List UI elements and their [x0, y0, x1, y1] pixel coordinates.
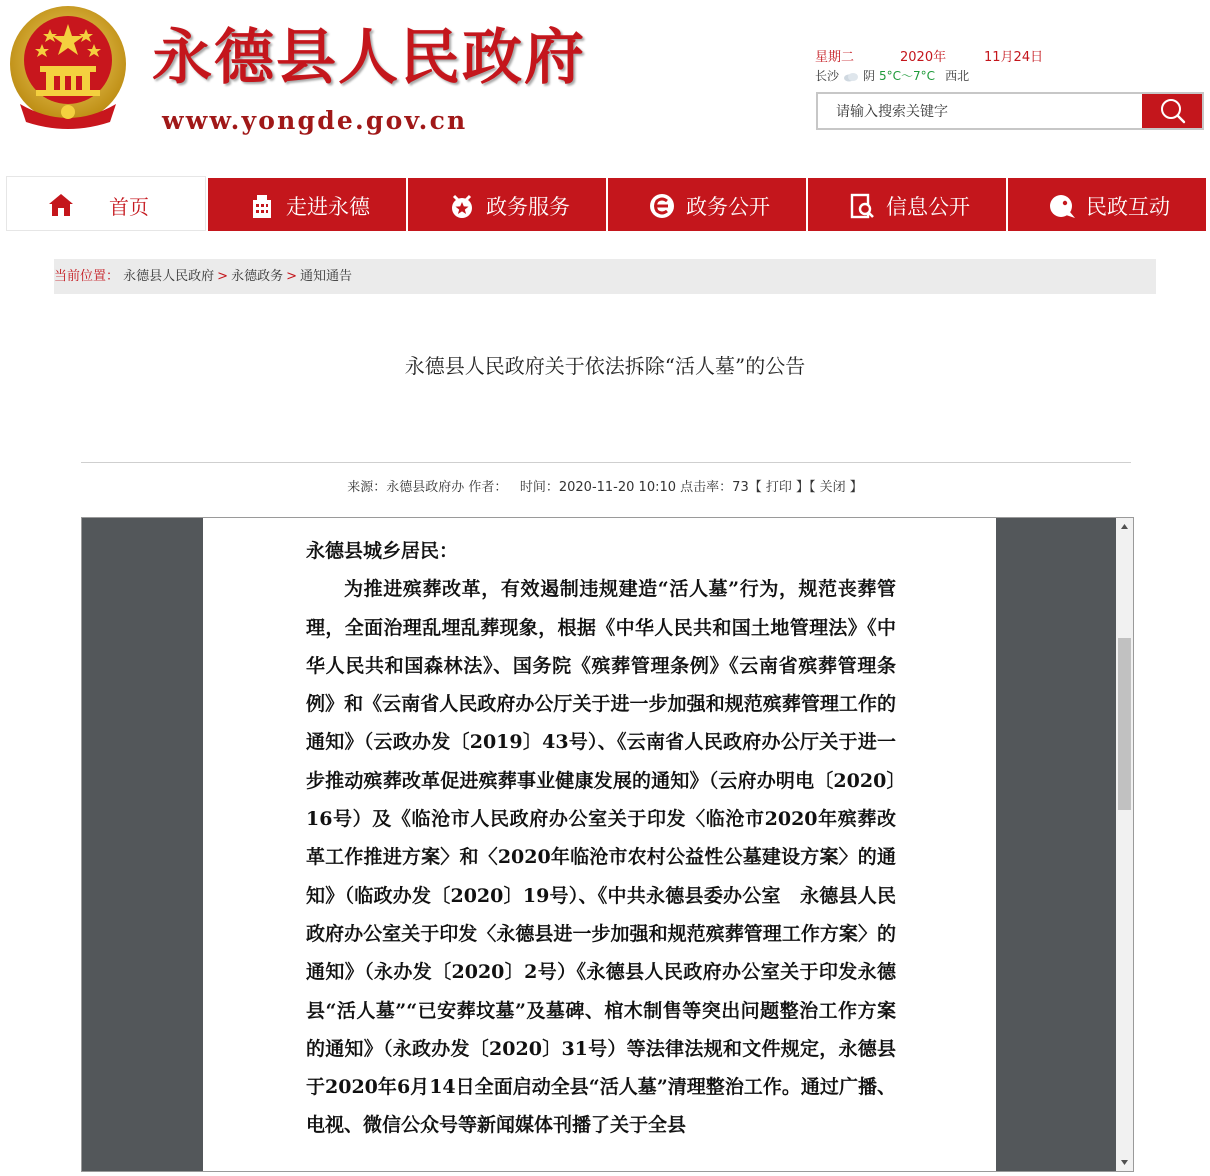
- weather-city: 长沙: [815, 69, 840, 83]
- weather-wind: 西北: [945, 69, 970, 83]
- site-url: www.yongde.gov.cn: [162, 106, 468, 135]
- breadcrumb-link-home[interactable]: 永德县人民政府: [123, 269, 215, 284]
- meta-time-label: 时间：: [519, 480, 559, 495]
- scroll-up-arrow-icon[interactable]: [1116, 518, 1133, 535]
- nav-home[interactable]: [6, 176, 206, 231]
- document-paragraph: 为推进殡葬改革，有效遏制违规建造“活人墓”行为，规范丧葬管理，全面治理乱埋乱葬现象，根据《中华人民共和国土地管理法》《中华人民共和国森林法》、国务院《殡葬管理条例》《云南省殡葬管理条例》和《云南省人民政府办公厅关于进一步加强和规范殡葬管理工作的通知》（云政办发〔2019〕43号）、《云南省人民政府办公厅关于进一步推动殡葬改革促进殡葬事业健康发展的通知》（云府办明电〔2020〕16号）及《临沧市人民政府办公室关于印发〈临沧市2020年殡葬改革工作推进方案〉和〈2020年临沧市农村公益性公墓建设方案〉的通知》（临政办发〔2020〕19号）、《中共永德县委办公室 永德县人民政府办公室关于印发〈永德县进一步加强和规范殡葬管理工作方案〉的通知》（永办发〔2020〕2号）《永德县人民政府办公室关于印发永德县“活人墓”“已安葬坟墓”及墓碑、棺木制售等突出问题整治工作方案的通知》（永政办发〔2020〕31号）等法律法规和文件规定，永德县于2020年6月14日全面启动全县“活人墓”清理整治工作。通过广播、电视、微信公众号等新闻媒体刊播了关于全县: [306, 578, 896, 1137]
- main-nav: [6, 176, 1205, 231]
- scrollbar-thumb[interactable]: [1118, 638, 1131, 810]
- date-year: 2020年: [900, 50, 947, 65]
- home-icon: [47, 191, 75, 219]
- search-button[interactable]: [1142, 94, 1202, 128]
- nav-item-about-yongde[interactable]: [208, 178, 406, 231]
- building-icon: [248, 192, 276, 220]
- print-button[interactable]: 【 打印 】: [748, 480, 809, 495]
- article-meta: [0, 476, 1210, 495]
- date-day: 11月24日: [984, 50, 1044, 65]
- scroll-down-arrow-icon[interactable]: [1116, 1154, 1133, 1171]
- nav-item-label: 政务公开: [686, 195, 770, 219]
- meta-source: 永德县政府办: [386, 480, 465, 495]
- national-emblem-logo: [6, 4, 130, 132]
- nav-item-gov-services[interactable]: [408, 178, 606, 231]
- document-search-icon: [848, 192, 876, 220]
- meta-author-label: 作者：: [468, 480, 508, 495]
- document-body: [306, 532, 896, 1145]
- close-button[interactable]: 【 关闭 】: [808, 480, 863, 495]
- weekday: 星期二: [815, 50, 855, 65]
- breadcrumb-lead: 当前位置：: [54, 269, 120, 284]
- chevron-right-icon: >: [286, 269, 297, 284]
- chat-bubble-icon: [1048, 192, 1076, 220]
- award-star-icon: [448, 192, 476, 220]
- weather-temperature: 5°C～7°C: [879, 69, 936, 83]
- breadcrumb-link-gov-affairs[interactable]: 永德政务: [231, 269, 284, 284]
- site-title: 永德县人民政府: [152, 23, 586, 93]
- article-title: 永德县人民政府关于依法拆除“活人墓”的公告: [404, 354, 806, 378]
- search-input[interactable]: [822, 97, 1156, 127]
- search-icon: [1142, 94, 1202, 128]
- nav-item-info-disclosure[interactable]: [808, 178, 1006, 231]
- meta-hits-label: 点击率：: [680, 480, 733, 495]
- meta-hits: 73: [732, 480, 749, 495]
- nav-item-gov-affairs-open[interactable]: [608, 178, 806, 231]
- chevron-right-icon: >: [217, 269, 229, 284]
- search-box: [816, 92, 1204, 130]
- nav-item-label: 民政互动: [1086, 195, 1170, 219]
- nav-item-interaction[interactable]: [1008, 178, 1206, 231]
- document-salutation: 永德县城乡居民：: [306, 540, 459, 562]
- nav-item-label: 信息公开: [886, 195, 970, 219]
- weather-condition: 阴: [863, 69, 876, 83]
- viewer-scrollbar[interactable]: [1116, 518, 1133, 1171]
- meta-source-label: 来源：: [347, 480, 387, 495]
- cloud-icon: [843, 71, 859, 81]
- nav-home-label: 首页: [109, 195, 149, 219]
- weather-widget: [815, 67, 969, 84]
- nav-item-label: 政务服务: [486, 195, 570, 219]
- title-divider: [81, 462, 1131, 463]
- breadcrumb: [54, 259, 1156, 294]
- e-gov-icon: [648, 192, 676, 220]
- document-viewer[interactable]: [81, 517, 1134, 1172]
- nav-item-label: 走进永德: [286, 195, 370, 219]
- meta-time: 2020-11-20 10:10: [558, 480, 677, 495]
- document-page: [203, 518, 996, 1172]
- breadcrumb-link-notices[interactable]: 通知通告: [300, 269, 353, 284]
